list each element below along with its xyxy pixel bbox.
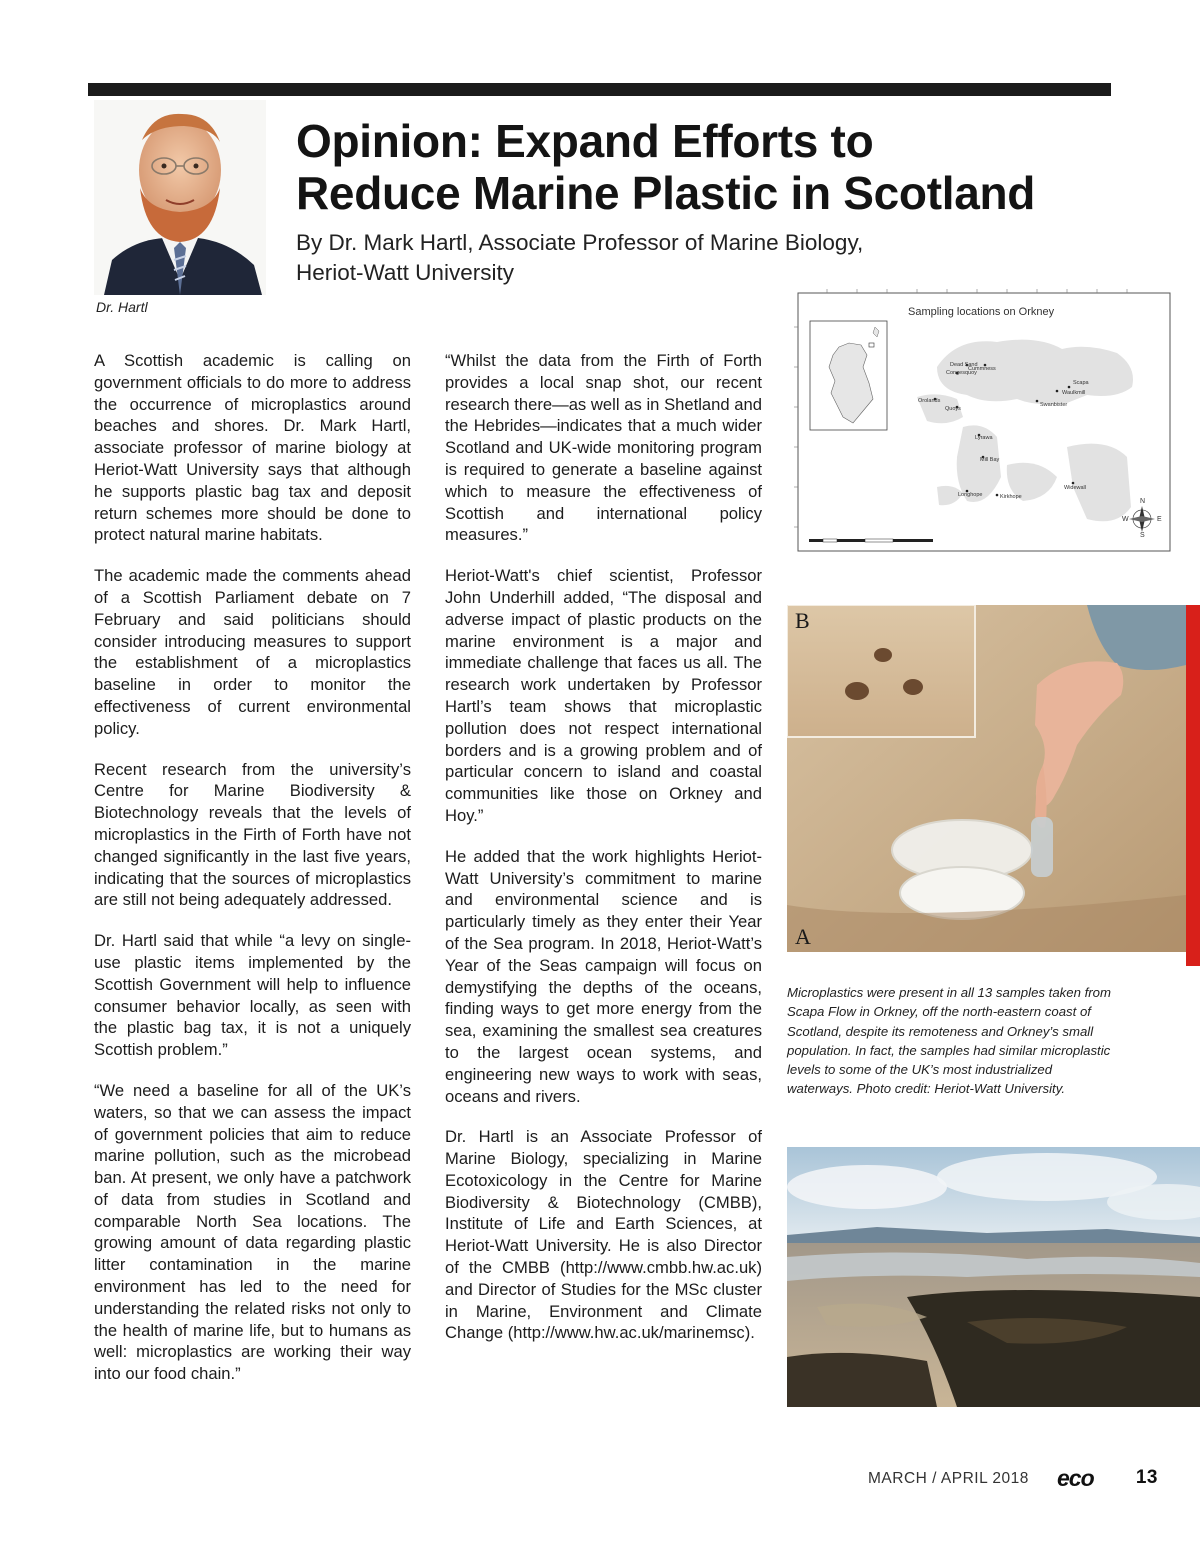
paragraph: “We need a baseline for all of the UK’s waters, so that we can assess the impact of government policies that aim to reduce marine pollution, such as the microbead ban. At present, we only have a patchwork of data from studies in Scotland and comparable North Sea locations. The growing amount of data regarding plastic litter contamination in the marine environment has led to the need for understanding the related risks not only to the health of marine life, but to humans as well: microplastics are working their way into our food chain.” bbox=[94, 1080, 411, 1384]
headline bbox=[296, 115, 1126, 219]
headline-line-2: Reduce Marine Plastic in Scotland bbox=[296, 167, 1036, 219]
shoreline-photo bbox=[787, 1147, 1200, 1407]
map-town-label: Congesquoy bbox=[946, 370, 977, 376]
paragraph: Dr. Hartl is an Associate Professor of Marine Biology, specializing in Marine Ecotoxicology in the Centre for Marine Biodiversity & Biotechnology (CMBB), Institute of Life and Earth Sciences, at Heriot-Watt University. He is also Director of the CMBB (http://www.cmbb.hw.ac.uk) and Director of Studies for the MSc cluster in Marine, Environment and Climate Change (http://www.hw.ac.uk/marinemsc). bbox=[445, 1127, 762, 1343]
map-town-label: Scapa bbox=[1073, 380, 1089, 386]
paragraph: “Whilst the data from the Firth of Forth provides a local snap shot, our recent research there—as well as in Shetland and the Hebrides—indicates that a much wider Scotland and UK-wide monitoring program is required to generate a baseline against which to measure the effectiveness of Scottish and international policy measures.” bbox=[445, 351, 762, 545]
map-town-label: Cummness bbox=[968, 366, 996, 372]
article-column-2 bbox=[445, 350, 762, 1363]
map-town-label: Longhope bbox=[958, 492, 983, 498]
paragraph: The academic made the comments ahead of a Scottish Parliament debate on 7 February and said politicians should consider introducing measures to support the establishment of a microplastics baseline in order to monitor the effectiveness of current environmental policy. bbox=[94, 566, 411, 738]
issue-date: MARCH / APRIL 2018 bbox=[868, 1470, 1029, 1487]
top-rule bbox=[88, 83, 1111, 96]
map-town-label: Swanbister bbox=[1040, 402, 1068, 408]
compass-north-label: N bbox=[1140, 498, 1146, 505]
portrait-caption: Dr. Hartl bbox=[96, 299, 148, 315]
map-town-label: Mill Bay bbox=[980, 457, 1000, 463]
paragraph: Dr. Hartl said that while “a levy on single-use plastic items implemented by the Scottish Government will help to influence consumer behavior locally, as seen with the plastic bag tax, it is not a uniquely Scottish problem.” bbox=[94, 931, 411, 1060]
map-title: Sampling locations on Orkney bbox=[908, 306, 1055, 318]
compass-west-label: W bbox=[1122, 516, 1129, 523]
headline-line-1: Opinion: Expand Efforts to bbox=[296, 115, 874, 167]
photo-label-b: B bbox=[795, 608, 810, 633]
magazine-logo: eco bbox=[1057, 1465, 1094, 1491]
byline bbox=[296, 228, 1056, 288]
paragraph: He added that the work highlights Heriot-Watt University’s commitment to marine and environmental science and is particularly timely as they enter their Year of the Sea program. In 2018, Heriot-Watt’s Year of the Seas campaign will focus on demystifying the depths of the oceans, finding ways to get more energy from the sea, examining the smallest sea creatures to the largest ocean systems, and engineering new ways to work with seas, oceans and rivers. bbox=[445, 846, 762, 1106]
paragraph: Recent research from the university’s Centre for Marine Biodiversity & Biotechnology reveals that the levels of microplastics in the Firth of Forth have not changed significantly in the last five years, indicating that the sources of microplastics are still not being adequately addressed. bbox=[94, 759, 411, 910]
page-footer bbox=[868, 1466, 1160, 1492]
map-town-label: Kirkhope bbox=[1000, 494, 1022, 500]
map-town-label: Waulkmill bbox=[1062, 390, 1086, 396]
orkney-sampling-map bbox=[787, 287, 1171, 559]
article-column-1 bbox=[94, 350, 411, 1404]
map-town-label: Quoys bbox=[945, 406, 961, 412]
sampling-photo bbox=[787, 605, 1186, 952]
map-town-label: Orolands bbox=[918, 398, 941, 404]
photo-caption: Microplastics were present in all 13 samples taken from Scapa Flow in Orkney, off the north-eastern coast of Scotland, despite its remoteness and Orkney’s small population. In fact, the samples had similar microplastic levels to some of the UK’s most industrialized waterways. Photo credit: Heriot-Watt University. bbox=[787, 985, 1111, 1097]
map-town-label: Widewall bbox=[1064, 485, 1087, 491]
map-town-label: Lyrawa bbox=[975, 435, 993, 441]
photo-label-a: A bbox=[795, 924, 811, 949]
paragraph: A Scottish academic is calling on government officials to do more to address the occurrence of microplastics around beaches and shores. Dr. Mark Hartl, associate professor of marine biology at Heriot-Watt University says that although he supports plastic bag tax and deposit return schemes more should be done to protect natural marine habitats. bbox=[94, 351, 411, 545]
author-portrait bbox=[94, 100, 266, 295]
byline-line-1: By Dr. Mark Hartl, Associate Professor of Marine Biology, bbox=[296, 230, 864, 255]
map-town-label: Dead Sand bbox=[950, 362, 978, 368]
compass-east-label: E bbox=[1157, 516, 1162, 523]
byline-line-2: Heriot-Watt University bbox=[296, 260, 514, 285]
red-accent-tab bbox=[1186, 605, 1200, 966]
paragraph: Heriot-Watt's chief scientist, Professor John Underhill added, “The disposal and adverse impact of plastic products on the marine environment is a major and immediate challenge that faces us all. The research work undertaken by Professor Hartl’s team shows that microplastic pollution does not respect international borders and is a growing problem and of particular concern to island and coastal communities like those on Orkney and Hoy.” bbox=[445, 566, 762, 825]
compass-south-label: S bbox=[1140, 532, 1145, 539]
page-number: 13 bbox=[1135, 1467, 1158, 1488]
